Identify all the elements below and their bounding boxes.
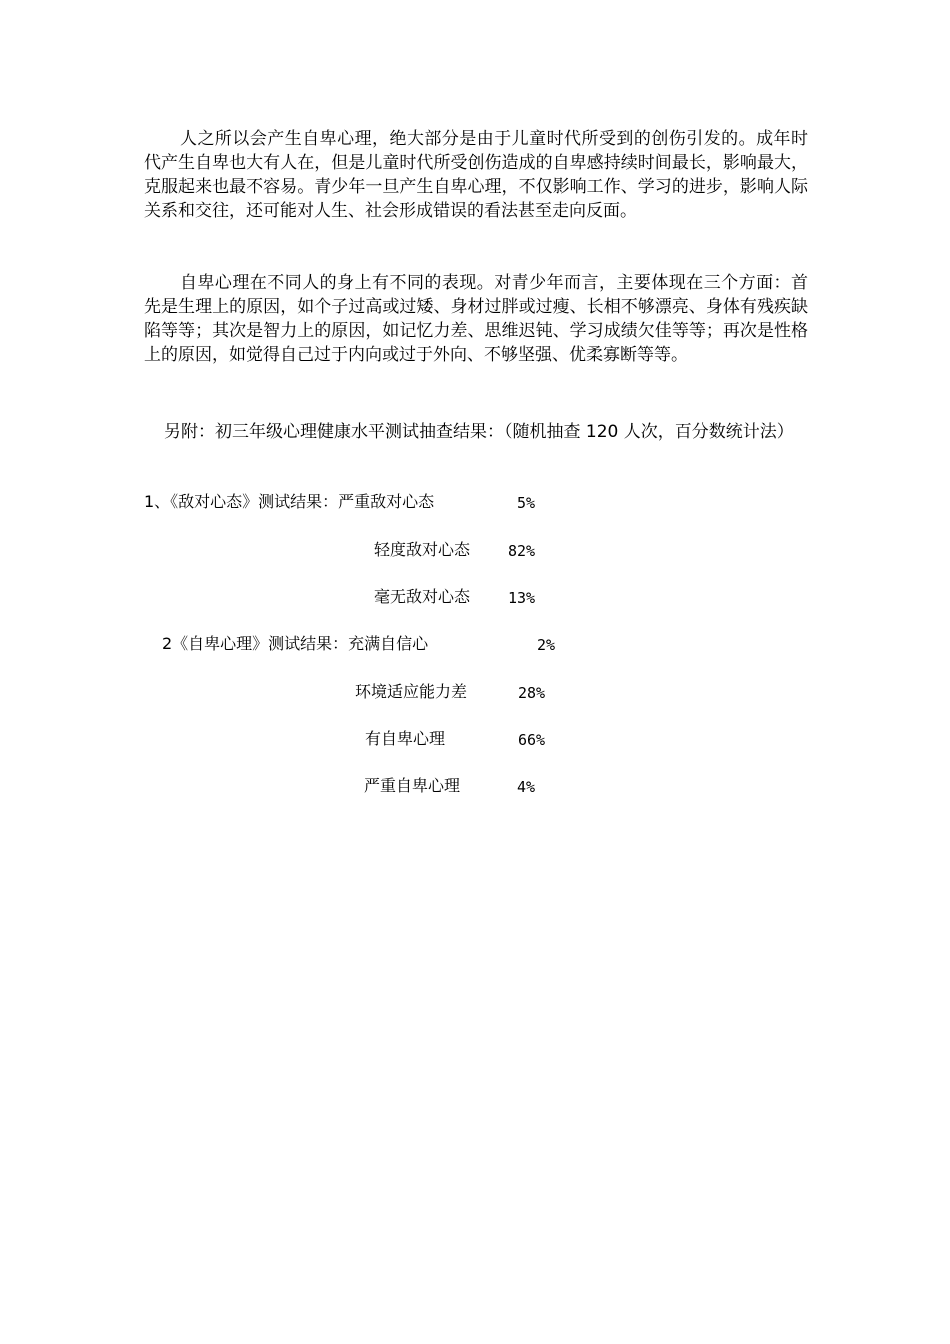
test2-label-adapt: 环境适应能力差 bbox=[355, 682, 468, 701]
paragraph-appendix: 另附：初三年级心理健康水平测试抽查结果：（随机抽查 120 人次，百分数统计法） bbox=[164, 422, 794, 442]
test1-label-mild: 轻度敌对心态 bbox=[374, 540, 471, 559]
test2-heading: 2《自卑心理》测试结果：充满自信心 bbox=[162, 634, 429, 653]
test2-value-severe: 4% bbox=[517, 778, 536, 796]
paragraph-manifestation: 自卑心理在不同人的身上有不同的表现。对青少年而言，主要体现在三个方面：首先是生理上的原因，如个子过高或过矮、身材过胖或过瘦、长相不够漂亮、身体有残疾缺陷等等；其次是智力上的原因，如记忆力差、思维迟钝、学习成绩欠佳等等；再次是性格上的原因，如觉得自己过于内向或过于外向、不够坚强、优柔寡断等等。 bbox=[144, 273, 808, 365]
test1-label-none: 毫无敌对心态 bbox=[374, 587, 471, 606]
test2-label-severe: 严重自卑心理 bbox=[364, 776, 461, 795]
paragraph-cause: 人之所以会产生自卑心理，绝大部分是由于儿童时代所受到的创伤引发的。成年时代产生自卑也大有人在，但是儿童时代所受创伤造成的自卑感持续时间最长，影响最大，克服起来也最不容易。青少年一旦产生自卑心理，不仅影响工作、学习的进步，影响人际关系和交往，还可能对人生、社会形成错误的看法甚至走向反面。 bbox=[144, 129, 808, 221]
test2-label-inferior: 有自卑心理 bbox=[365, 729, 446, 748]
test1-value-severe: 5% bbox=[517, 494, 536, 512]
test1-value-mild: 82% bbox=[508, 542, 536, 560]
test2-value-confident: 2% bbox=[537, 636, 556, 654]
test2-value-inferior: 66% bbox=[518, 731, 546, 749]
test1-value-none: 13% bbox=[508, 589, 536, 607]
test2-value-adapt: 28% bbox=[518, 684, 546, 702]
test1-heading: 1、《敌对心态》测试结果：严重敌对心态 bbox=[144, 492, 435, 511]
